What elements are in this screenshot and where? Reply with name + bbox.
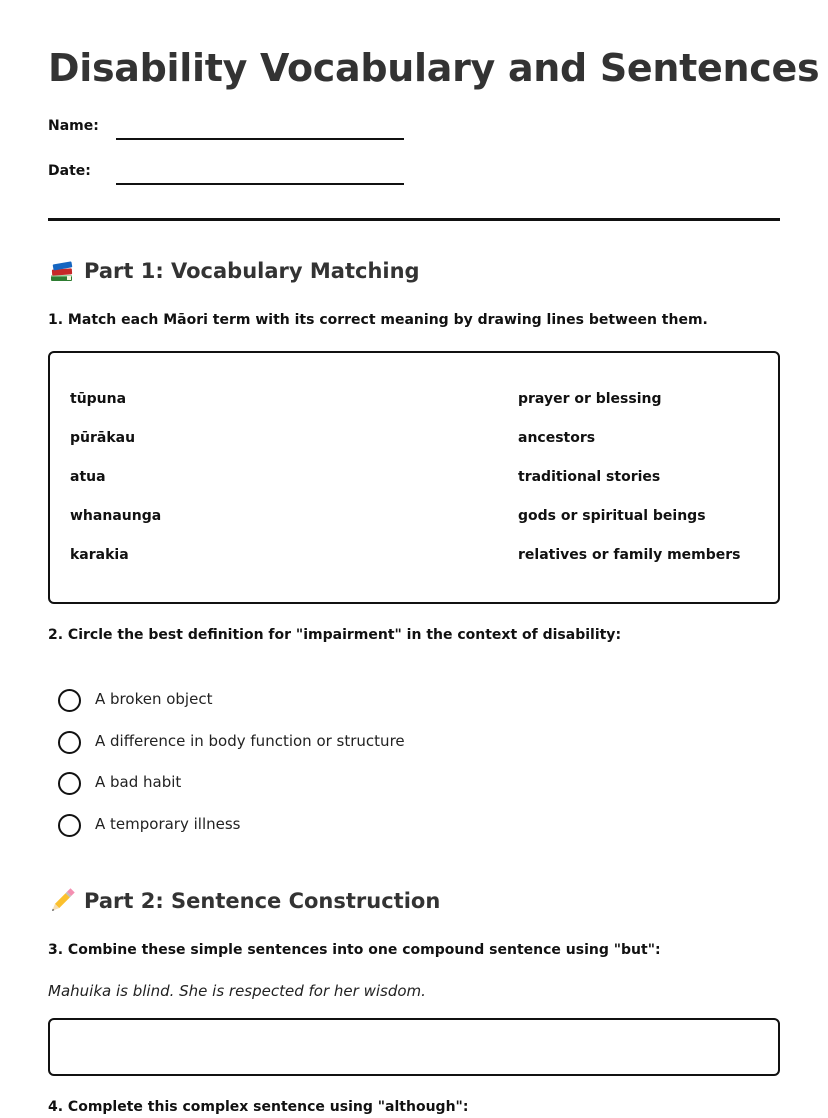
meaning-item[interactable]: relatives or family members bbox=[518, 547, 741, 563]
header-divider bbox=[48, 218, 780, 221]
option-item[interactable] bbox=[58, 730, 405, 772]
option-item[interactable] bbox=[58, 688, 405, 730]
terms-column bbox=[70, 391, 161, 586]
term-item[interactable]: atua bbox=[70, 469, 106, 485]
question-1: 1. Match each Māori term with its correct meaning by drawing lines between them. bbox=[48, 312, 708, 328]
name-field bbox=[48, 118, 408, 142]
question-4: 4. Complete this complex sentence using "although": bbox=[48, 1099, 469, 1115]
page-title: Disability Vocabulary and Sentences bbox=[48, 46, 820, 90]
option-item[interactable] bbox=[58, 813, 405, 855]
part2-heading-text: Part 2: Sentence Construction bbox=[84, 889, 441, 913]
radio-circle[interactable] bbox=[58, 772, 81, 795]
term-item[interactable]: pūrākau bbox=[70, 430, 136, 446]
meaning-item[interactable]: gods or spiritual beings bbox=[518, 508, 706, 524]
date-blank-line[interactable] bbox=[116, 183, 404, 185]
meaning-item[interactable]: prayer or blessing bbox=[518, 391, 662, 407]
option-label: A broken object bbox=[95, 690, 213, 708]
radio-circle[interactable] bbox=[58, 731, 81, 754]
date-label: Date: bbox=[48, 163, 91, 179]
radio-circle[interactable] bbox=[58, 689, 81, 712]
name-label: Name: bbox=[48, 118, 99, 134]
meaning-item[interactable]: traditional stories bbox=[518, 469, 661, 485]
term-item[interactable]: tūpuna bbox=[70, 391, 127, 407]
matching-box bbox=[48, 351, 780, 604]
question-2: 2. Circle the best definition for "impairment" in the context of disability: bbox=[48, 627, 622, 643]
answer-options bbox=[58, 688, 405, 854]
option-item[interactable] bbox=[58, 771, 405, 813]
meaning-item[interactable]: ancestors bbox=[518, 430, 596, 446]
question-3: 3. Combine these simple sentences into one compound sentence using "but": bbox=[48, 942, 661, 958]
books-icon bbox=[48, 258, 76, 284]
part2-heading bbox=[48, 888, 440, 914]
option-label: A temporary illness bbox=[95, 814, 241, 833]
date-field bbox=[48, 163, 408, 187]
pencil-icon bbox=[48, 888, 76, 914]
meanings-column bbox=[518, 391, 741, 586]
question-3-prompt: Mahuika is blind. She is respected for her wisdom. bbox=[48, 982, 426, 1000]
part1-heading bbox=[48, 258, 420, 284]
name-blank-line[interactable] bbox=[116, 138, 404, 140]
term-item[interactable]: karakia bbox=[70, 547, 129, 563]
option-label: A difference in body function or structure bbox=[95, 731, 405, 750]
answer-box-q3[interactable] bbox=[48, 1018, 780, 1076]
option-label: A bad habit bbox=[95, 773, 182, 791]
radio-circle[interactable] bbox=[58, 814, 81, 837]
part1-heading-text: Part 1: Vocabulary Matching bbox=[84, 259, 420, 283]
term-item[interactable]: whanaunga bbox=[70, 508, 162, 524]
